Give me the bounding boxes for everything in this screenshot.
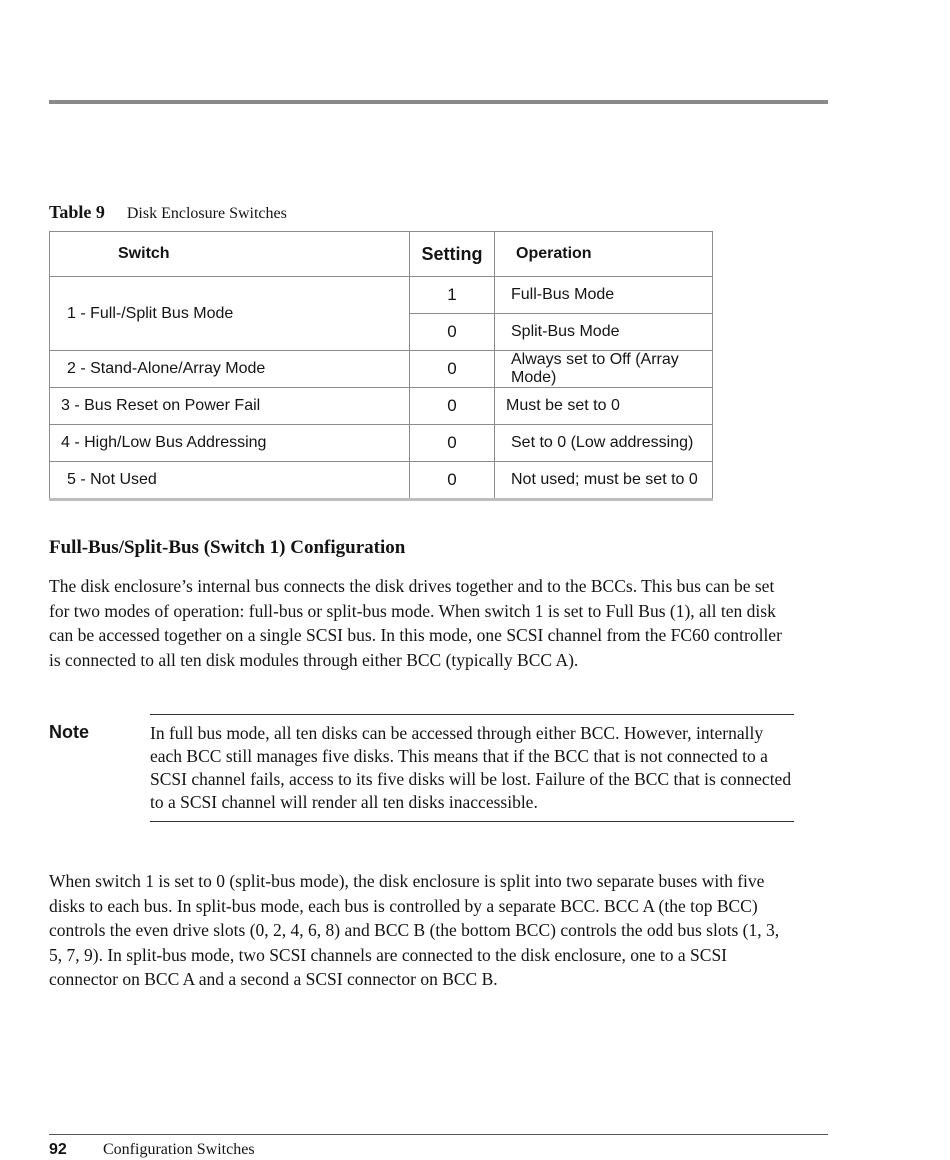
- switch-cell: 5 - Not Used: [50, 462, 410, 500]
- table-row: [50, 462, 713, 500]
- setting-cell: 0: [410, 351, 495, 388]
- table-row: [50, 277, 713, 314]
- setting-cell: 0: [410, 462, 495, 500]
- setting-cell: 0: [410, 314, 495, 351]
- body-paragraph-1: The disk enclosure’s internal bus connects the disk drives together and to the BCCs. This bus can be set for two modes of operation: full-bus or split-bus mode. When switch 1 is set to Full Bus (1), all ten disk can be accessed together on a single SCSI bus. In this mode, one SCSI channel from the FC60 controller is connected to all ten disk modules through either BCC (typically BCC A).: [49, 576, 782, 670]
- header-switch: Switch: [50, 232, 410, 277]
- table-title: Disk Enclosure Switches: [126, 205, 287, 222]
- table-row: [50, 388, 713, 425]
- operation-cell: Must be set to 0: [495, 388, 713, 425]
- header-setting: Setting: [410, 232, 495, 277]
- setting-cell: 0: [410, 388, 495, 425]
- header-rule: [49, 100, 828, 104]
- operation-cell: Always set to Off (Array Mode): [495, 351, 713, 388]
- table-number: Table 9: [49, 202, 105, 222]
- operation-cell: Split-Bus Mode: [495, 314, 713, 351]
- setting-cell: 0: [410, 425, 495, 462]
- running-title: Configuration Switches: [103, 1141, 255, 1158]
- table-row: [50, 351, 713, 388]
- switch-cell: 2 - Stand-Alone/Array Mode: [50, 351, 410, 388]
- body-paragraph-2: When switch 1 is set to 0 (split-bus mode), the disk enclosure is split into two separate buses with five disks to each bus. In split-bus mode, each bus is controlled by a separate BCC. BCC A (the top BCC) controls the even drive slots (0, 2, 4, 6, 8) and BCC B (the bottom BCC) controls the odd bus slots (1, 3, 5, 7, 9). In split-bus mode, two SCSI channels are connected to the disk enclosure, one to a SCSI connector on BCC A and a second a SCSI connector on BCC B.: [49, 871, 780, 989]
- switch-table: [49, 231, 713, 501]
- table-header-row: [50, 232, 713, 277]
- operation-cell: Full-Bus Mode: [495, 277, 713, 314]
- table-row: [50, 425, 713, 462]
- switch-cell: 3 - Bus Reset on Power Fail: [50, 388, 410, 425]
- setting-cell: 1: [410, 277, 495, 314]
- operation-cell: Set to 0 (Low addressing): [495, 425, 713, 462]
- section-heading: Full-Bus/Split-Bus (Switch 1) Configuration: [49, 537, 406, 558]
- table-caption: [49, 202, 287, 223]
- footer-rule: [49, 1134, 828, 1135]
- header-operation: Operation: [495, 232, 713, 277]
- note-box: In full bus mode, all ten disks can be accessed through either BCC. However, internally each BCC still manages five disks. This means that if the BCC that is not connected to a SCSI channel fails, access to its five disks will be lost. Failure of the BCC that is connected to a SCSI channel will render all ten disks inaccessible.: [150, 714, 794, 822]
- switch-cell: 1 - Full-/Split Bus Mode: [50, 277, 410, 351]
- note-label: Note: [49, 722, 89, 742]
- page-number: 92: [49, 1141, 67, 1158]
- switch-cell: 4 - High/Low Bus Addressing: [50, 425, 410, 462]
- operation-cell: Not used; must be set to 0: [495, 462, 713, 500]
